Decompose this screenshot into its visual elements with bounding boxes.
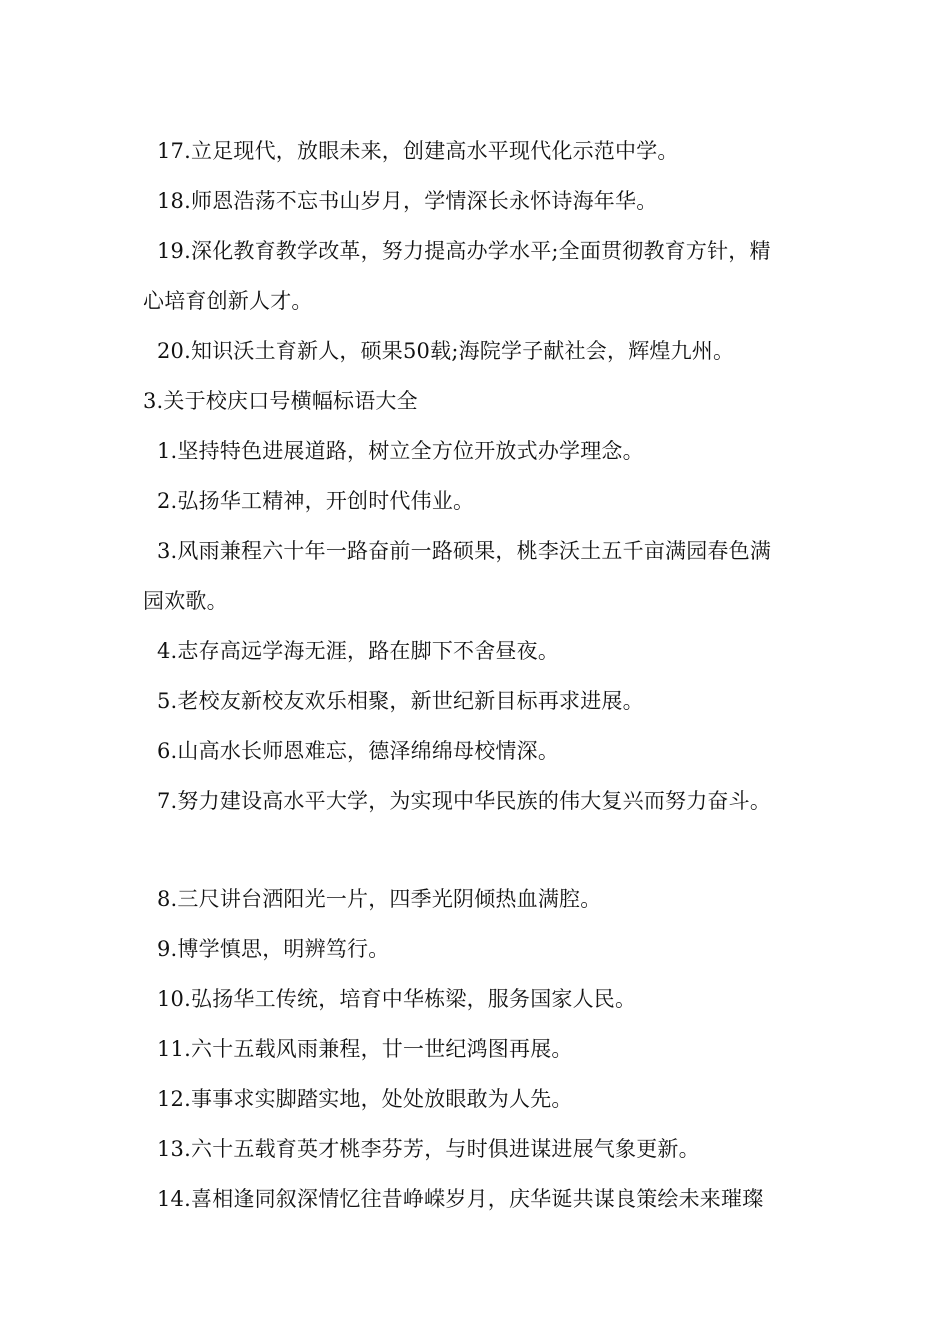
- text-line: 8.三尺讲台洒阳光一片，四季光阴倾热血满腔。: [157, 887, 602, 911]
- text-line: 17.立足现代，放眼未来，创建高水平现代化示范中学。: [157, 139, 679, 163]
- section-heading: 3.关于校庆口号横幅标语大全: [143, 389, 418, 413]
- text-line: 3.风雨兼程六十年一路奋前一路硕果，桃李沃土五千亩满园春色满: [157, 539, 772, 563]
- text-line: 13.六十五载育英才桃李芬芳，与时俱进谋进展气象更新。: [157, 1137, 700, 1161]
- text-line: 14.喜相逢同叙深情忆往昔峥嵘岁月，庆华诞共谋良策绘未来璀璨: [157, 1187, 764, 1211]
- text-line: 园欢歌。: [143, 589, 228, 613]
- text-line: 2.弘扬华工精神，开创时代伟业。: [157, 489, 475, 513]
- text-line: 11.六十五载风雨兼程，廿一世纪鸿图再展。: [157, 1037, 573, 1061]
- text-line: 9.博学慎思，明辨笃行。: [157, 937, 390, 961]
- text-line: 20.知识沃土育新人，硕果50载;海院学子献社会，辉煌九州。: [157, 339, 735, 363]
- text-line: 5.老校友新校友欢乐相聚，新世纪新目标再求进展。: [157, 689, 644, 713]
- text-line: 19.深化教育教学改革，努力提高办学水平;全面贯彻教育方针，精: [157, 239, 771, 263]
- text-line: 10.弘扬华工传统，培育中华栋梁，服务国家人民。: [157, 987, 637, 1011]
- text-line: 4.志存高远学海无涯，路在脚下不舍昼夜。: [157, 639, 560, 663]
- text-line: 心培育创新人才。: [143, 289, 313, 313]
- text-line: 6.山高水长师恩难忘，德泽绵绵母校情深。: [157, 739, 560, 763]
- text-line: 12.事事求实脚踏实地，处处放眼敢为人先。: [157, 1087, 573, 1111]
- text-line: 18.师恩浩荡不忘书山岁月，学情深长永怀诗海年华。: [157, 189, 658, 213]
- text-line: 7.努力建设高水平大学，为实现中华民族的伟大复兴而努力奋斗。: [157, 789, 772, 813]
- text-line: 1.坚持特色进展道路，树立全方位开放式办学理念。: [157, 439, 644, 463]
